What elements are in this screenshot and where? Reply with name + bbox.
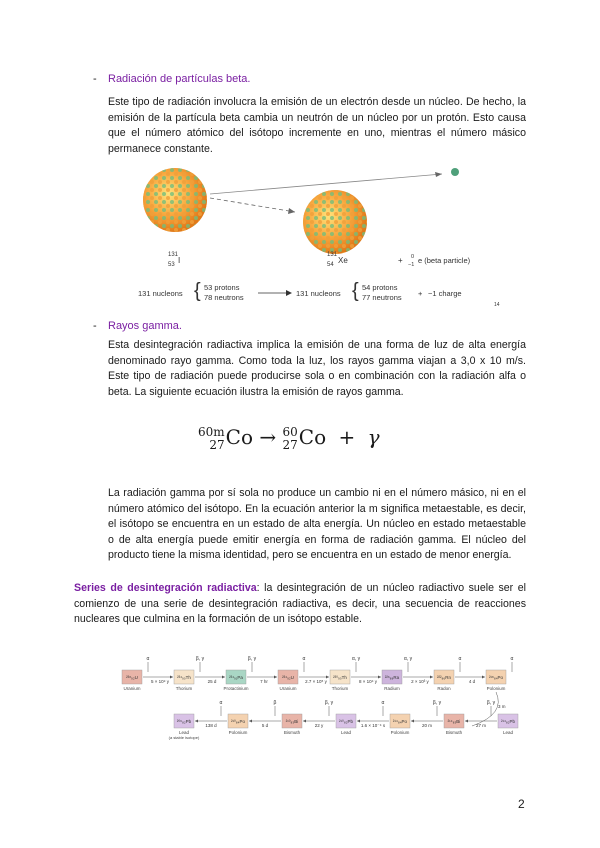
nuclide-name: Thorium xyxy=(331,686,349,691)
decay-arrowhead xyxy=(378,676,381,679)
beta-heading: Radiación de partículas beta. xyxy=(108,73,251,85)
half-life-label: 5 × 10⁹ y xyxy=(150,679,170,684)
beta-paragraph: Este tipo de radiación involucra la emisión de un electrón desde un núcleo. De hecho, la emisión de la partícula beta cambia un neutrón de un núcleo por un protón. Esto causa que el número atómico del isótopo incremente en uno, mientras el número másico permanece constante. xyxy=(108,96,526,155)
beta-mass: 0 xyxy=(411,254,415,260)
protons-right: 54 protons xyxy=(362,283,398,292)
decay-arrowhead xyxy=(222,676,225,679)
nuclide-symbol: ²²²₈₆Rn xyxy=(437,675,451,680)
nuclide-symbol: ²¹⁰₈₂Pb xyxy=(339,719,353,724)
corner-time: 3 m xyxy=(498,704,506,709)
left-atomic: 27 xyxy=(209,437,225,452)
decay-arrowhead xyxy=(482,676,485,679)
right-mass: 60 xyxy=(282,424,298,439)
bullet-dash: - xyxy=(93,73,97,85)
right-atomic: 27 xyxy=(282,437,298,452)
half-life-label: 8 × 10⁴ y xyxy=(358,679,378,684)
svg-text:{: { xyxy=(194,280,201,302)
nuclide-name: Lead xyxy=(340,730,352,735)
decay-arrowhead xyxy=(357,720,360,723)
nuclide-symbol: ²¹⁰₈₃Bi xyxy=(285,719,299,724)
nuclide-symbol: ²⁰⁶₈₂Pb xyxy=(176,719,192,724)
nuclide-symbol: ²³⁰₉₀Th xyxy=(333,675,347,680)
protons-left: 53 protons xyxy=(204,283,240,292)
nuclide-symbol: ²¹⁸₈₄Po xyxy=(488,675,504,680)
emission-label: α xyxy=(381,700,385,706)
decay-arrowhead xyxy=(430,676,433,679)
parent-mass: 131 xyxy=(168,252,179,258)
half-life-label: 20 m xyxy=(421,723,433,728)
left-mass: 60m xyxy=(198,424,225,439)
nucleons-right: 131 nucleons xyxy=(296,289,341,298)
nuclide-name: Radium xyxy=(384,686,400,691)
emission-label: β, γ xyxy=(324,700,334,706)
trajectory-arrow xyxy=(210,198,295,212)
decay-arrowhead xyxy=(465,720,468,723)
emission-label: β, γ xyxy=(486,700,496,706)
right-symbol: Co xyxy=(298,425,327,449)
daughter-symbol: Xe xyxy=(338,256,348,265)
charge-text: −1 charge xyxy=(428,289,462,298)
page-number: 2 xyxy=(518,797,525,811)
half-life-label: 5 d xyxy=(261,723,269,728)
half-life-label: 2.7 × 10⁵ y xyxy=(305,679,327,684)
series-text: : la desintegración de un núcleo radiactivo suele ser el comienzo de una serie de desintegración radiactiva, es decir, una secuencia de reacciones nucleares que culmina en la formación de un isótopo estable. xyxy=(74,582,526,626)
parent-symbol: I xyxy=(178,256,181,265)
plus-sign: + xyxy=(398,256,403,265)
decay-arrowhead xyxy=(170,676,173,679)
half-life-label: 7 hr xyxy=(260,679,268,684)
emission-label: α xyxy=(302,656,306,662)
nuclide-symbol: ²¹⁴₈₃Bi xyxy=(447,719,461,724)
bullet-dash: - xyxy=(93,320,97,332)
beta-trajectory-arrow xyxy=(210,174,442,194)
parent-atomic: 53 xyxy=(168,262,175,268)
nuclide-name: Polonium xyxy=(390,730,410,735)
half-life-label: 138 d xyxy=(205,723,217,728)
plus-sign: + xyxy=(338,425,356,449)
nuclide-name: Polonium xyxy=(486,686,506,691)
emission-label: α xyxy=(458,656,462,662)
nuclide-name: Polonium xyxy=(228,730,248,735)
daughter-atomic: 54 xyxy=(327,262,334,268)
nucleons-left: 131 nucleons xyxy=(138,289,183,298)
neutrons-right: 77 neutrons xyxy=(362,293,402,302)
reaction-arrow: → xyxy=(259,425,277,449)
nuclide-symbol: ²³⁴₉₁Pa xyxy=(229,675,243,680)
svg-text:{: { xyxy=(352,280,359,302)
emission-label: α xyxy=(510,656,514,662)
left-symbol: Co xyxy=(225,425,253,449)
gamma-heading: Rayos gamma. xyxy=(108,320,182,332)
gamma-paragraph-2: La radiación gamma por sí sola no produce un cambio ni en el número másico, ni en el número atómico del isótopo. En la ecuación anterior la m significa metaestable, es decir, el isótopo se encuentra en un estado de alta energía. Un núcleo en estado metaestable o de alta energía puede emitir energía en forma de radiación gamma. El núcleo del producto tiene la misma identidad, pero se encuentra en un estado de menor energía. xyxy=(108,487,526,562)
emission-label: β, γ xyxy=(195,656,205,662)
nuclide-symbol: ²¹⁴₈₂Pb xyxy=(500,719,516,724)
half-life-label: 25 d xyxy=(207,679,217,684)
emission-label: β xyxy=(273,700,277,706)
nuclide-note: (a stable isotope) xyxy=(168,735,200,740)
gamma-equation xyxy=(198,425,380,452)
nuclide-symbol: ²³⁴₉₂U xyxy=(282,675,294,680)
half-life-label: 4 d xyxy=(468,679,476,684)
emission-label: β, γ xyxy=(432,700,442,706)
series-title: Series de desintegración radiactiva xyxy=(74,582,257,594)
nuclide-name: Lead xyxy=(178,730,190,735)
emission-label: α, γ xyxy=(351,656,361,662)
nuclide-symbol: ²³⁸₉₂U xyxy=(126,675,138,680)
nuclide-name: Bismuth xyxy=(445,730,463,735)
gamma-symbol: γ xyxy=(367,425,380,449)
decay-arrowhead xyxy=(249,720,252,723)
nuclide-name: Lead xyxy=(502,730,514,735)
decay-series-diagram xyxy=(118,648,522,742)
decay-arrowhead xyxy=(303,720,306,723)
nuclide-symbol: ²¹⁰₈₄Po xyxy=(230,719,246,724)
daughter-mass: 131 xyxy=(327,252,338,258)
emission-label: α xyxy=(146,656,150,662)
neutrons-left: 78 neutrons xyxy=(204,293,244,302)
emission-label: β, γ xyxy=(247,656,257,662)
nuclide-name: Protactinium xyxy=(223,686,249,691)
series-paragraph xyxy=(74,581,526,628)
decay-arrowhead xyxy=(274,676,277,679)
half-life-label: 2 × 10³ y xyxy=(411,679,429,684)
half-life-label: 1.6 × 10⁻⁴ s xyxy=(360,723,386,728)
nuclide-name: Thorium xyxy=(175,686,193,691)
half-life-label: 22 y xyxy=(314,723,324,728)
emission-label: α xyxy=(219,700,223,706)
nuclide-name: Radon xyxy=(437,686,451,691)
half-life-label: 27 m xyxy=(475,723,487,728)
beta-text: e (beta particle) xyxy=(418,256,471,265)
beta-decay-figure xyxy=(130,160,510,310)
decay-arrowhead xyxy=(195,720,198,723)
nuclide-symbol: ²³⁴₉₀Th xyxy=(177,675,191,680)
nuclide-symbol: ²²⁶₈₈Ra xyxy=(384,675,400,680)
gamma-paragraph-1: Esta desintegración radiactiva implica la emisión de una forma de luz de alta energía denominado rayo gamma. Como toda la luz, los rayos gamma viajan a 3,0 x 10 m/s. Este tipo de radiación puede producirse sola o en combinación con la radiación alfa o beta. La siguiente ecuación ilustra la emisión de rayos gamma. xyxy=(108,339,526,398)
nuclide-name: Uranium xyxy=(123,686,141,691)
decay-arrowhead xyxy=(411,720,414,723)
plus-sign-2: + xyxy=(418,289,423,298)
nuclide-name: Bismuth xyxy=(283,730,301,735)
emission-label: α, γ xyxy=(403,656,413,662)
nuclide-name: Uranium xyxy=(279,686,297,691)
nuclide-symbol: ²¹⁴₈₄Po xyxy=(392,719,408,724)
beta-particle xyxy=(451,168,459,176)
footnote-number: 14 xyxy=(494,302,500,308)
beta-atomic: −1 xyxy=(408,262,415,268)
